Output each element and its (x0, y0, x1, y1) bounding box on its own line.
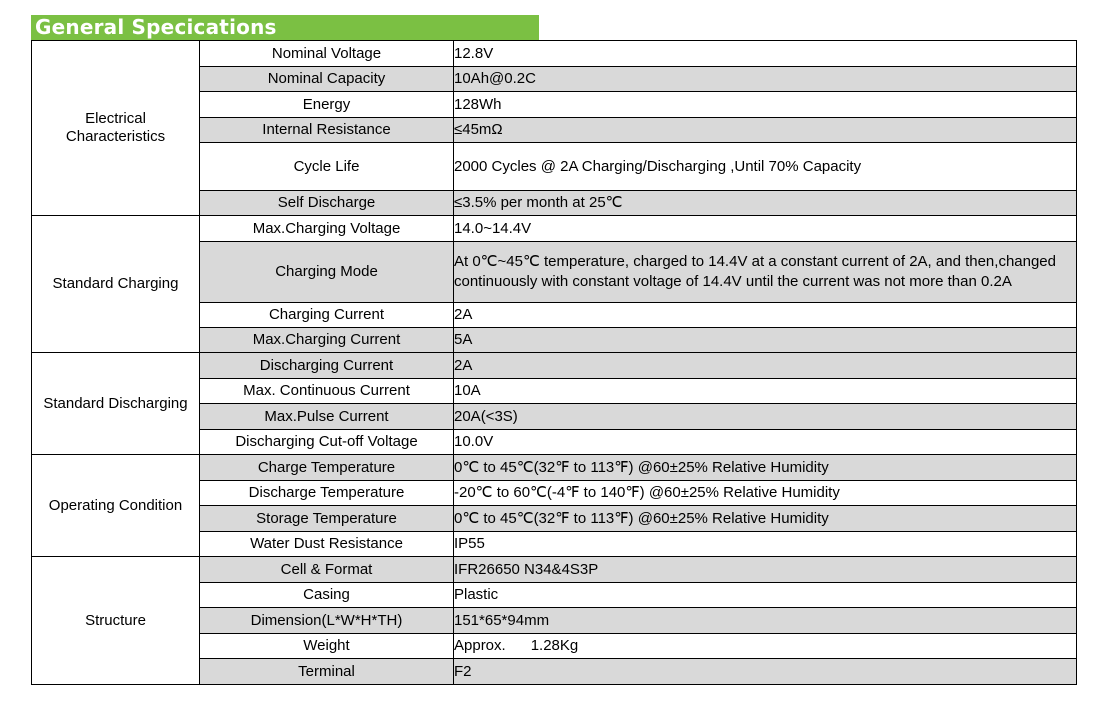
value-terminal: F2 (454, 659, 1077, 685)
table-row (32, 455, 1077, 481)
param-internal-resistance: Internal Resistance (200, 118, 454, 143)
param-self-discharge: Self Discharge (200, 191, 454, 216)
value-dimension: 151*65*94mm (454, 608, 1077, 634)
group-standard-charging: Standard Charging (32, 216, 200, 353)
value-water-dust-resistance: IP55 (454, 532, 1077, 557)
param-cell-format: Cell & Format (200, 557, 454, 583)
param-discharge-temperature: Discharge Temperature (200, 481, 454, 506)
param-casing: Casing (200, 583, 454, 608)
param-nominal-capacity: Nominal Capacity (200, 67, 454, 92)
value-charging-mode: At 0℃~45℃ temperature, charged to 14.4V at a constant current of 2A, and then,changed continuously with constant voltage of 14.4V until the current was not more than 0.2A (454, 242, 1077, 303)
group-standard-discharging: Standard Discharging (32, 353, 200, 455)
value-max-charging-voltage: 14.0~14.4V (454, 216, 1077, 242)
value-discharge-temperature: -20℃ to 60℃(-4℉ to 140℉) @60±25% Relative Humidity (454, 481, 1077, 506)
value-energy: 128Wh (454, 92, 1077, 118)
value-internal-resistance: ≤45mΩ (454, 118, 1077, 143)
value-weight: Approx. 1.28Kg (454, 634, 1077, 659)
section-title: General Specications (31, 15, 539, 40)
param-charging-mode: Charging Mode (200, 242, 454, 303)
group-label-line: Characteristics (65, 128, 166, 145)
param-terminal: Terminal (200, 659, 454, 685)
group-label-line: Electrical (85, 110, 146, 127)
param-max-pulse-current: Max.Pulse Current (200, 404, 454, 430)
param-storage-temperature: Storage Temperature (200, 506, 454, 532)
value-max-charging-current: 5A (454, 328, 1077, 353)
param-energy: Energy (200, 92, 454, 118)
param-weight: Weight (200, 634, 454, 659)
value-self-discharge: ≤3.5% per month at 25℃ (454, 191, 1077, 216)
value-charge-temperature: 0℃ to 45℃(32℉ to 113℉) @60±25% Relative Humidity (454, 455, 1077, 481)
group-electrical-characteristics (32, 41, 200, 216)
value-storage-temperature: 0℃ to 45℃(32℉ to 113℉) @60±25% Relative Humidity (454, 506, 1077, 532)
table-row (32, 353, 1077, 379)
param-nominal-voltage: Nominal Voltage (200, 41, 454, 67)
param-charge-temperature: Charge Temperature (200, 455, 454, 481)
value-cycle-life: 2000 Cycles @ 2A Charging/Discharging ,Until 70% Capacity (454, 143, 1077, 191)
value-max-pulse-current: 20A(<3S) (454, 404, 1077, 430)
value-charging-current: 2A (454, 303, 1077, 328)
param-dimension: Dimension(L*W*H*TH) (200, 608, 454, 634)
param-charging-current: Charging Current (200, 303, 454, 328)
value-discharging-current: 2A (454, 353, 1077, 379)
spec-table (31, 40, 1077, 685)
param-max-continuous-current: Max. Continuous Current (200, 379, 454, 404)
param-max-charging-current: Max.Charging Current (200, 328, 454, 353)
param-max-charging-voltage: Max.Charging Voltage (200, 216, 454, 242)
table-row (32, 41, 1077, 67)
value-nominal-voltage: 12.8V (454, 41, 1077, 67)
table-row (32, 216, 1077, 242)
value-max-continuous-current: 10A (454, 379, 1077, 404)
param-discharging-cutoff-voltage: Discharging Cut-off Voltage (200, 430, 454, 455)
param-cycle-life: Cycle Life (200, 143, 454, 191)
param-water-dust-resistance: Water Dust Resistance (200, 532, 454, 557)
group-structure: Structure (32, 557, 200, 685)
value-nominal-capacity: 10Ah@0.2C (454, 67, 1077, 92)
group-operating-condition: Operating Condition (32, 455, 200, 557)
table-row (32, 557, 1077, 583)
param-discharging-current: Discharging Current (200, 353, 454, 379)
value-cell-format: IFR26650 N34&4S3P (454, 557, 1077, 583)
value-casing: Plastic (454, 583, 1077, 608)
value-discharging-cutoff-voltage: 10.0V (454, 430, 1077, 455)
